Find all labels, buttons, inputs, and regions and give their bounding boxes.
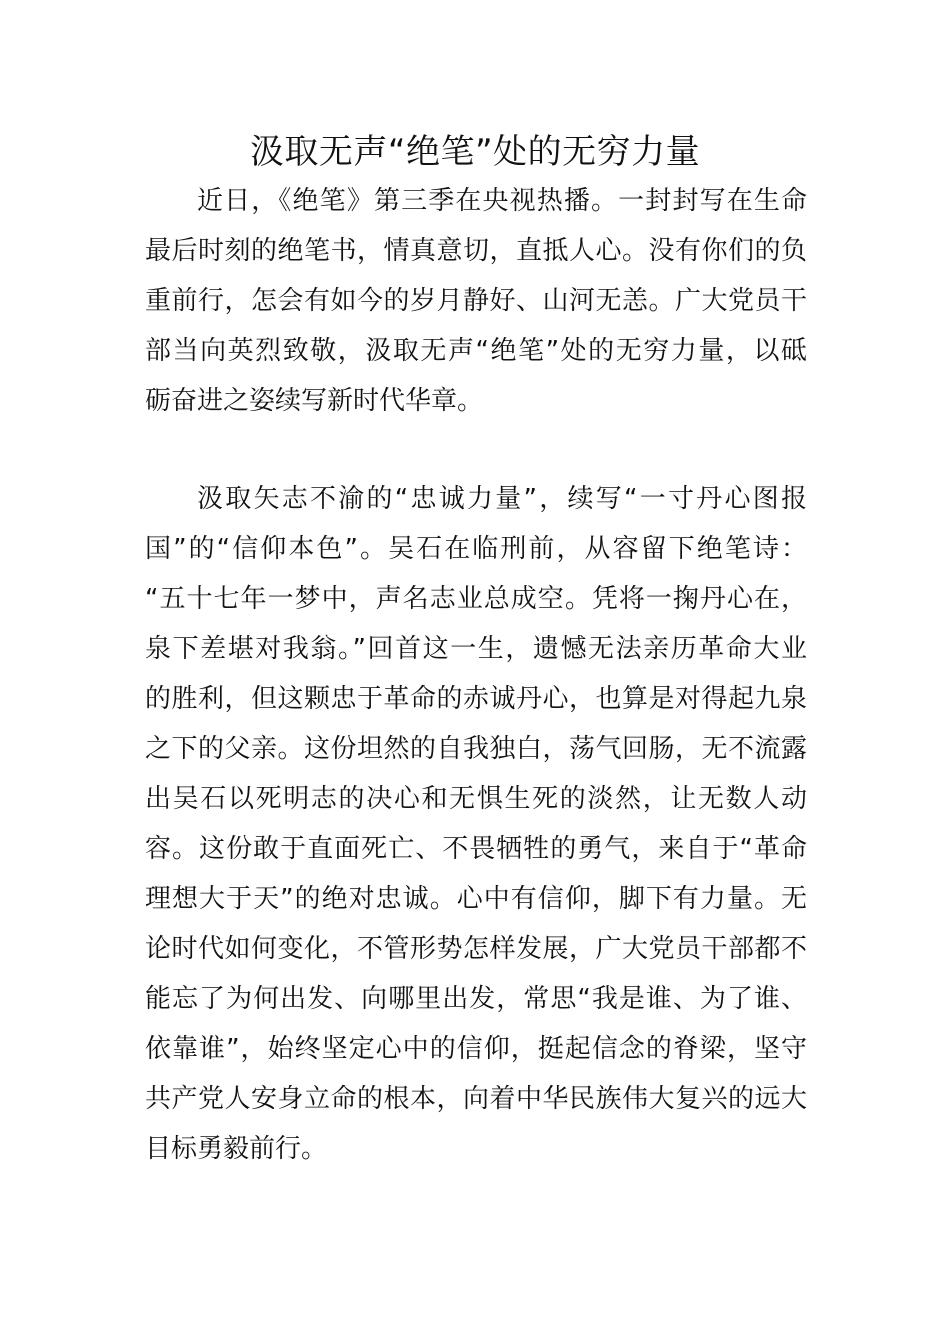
paragraph-line: 砺奋进之姿续写新时代华章。 bbox=[145, 386, 484, 416]
paragraph-line: 能忘了为何出发、向哪里出发，常思“我是谁、为了谁、 bbox=[145, 984, 807, 1014]
paragraph-line: “五十七年一梦中，声名志业总成空。凭将一掬丹心在， bbox=[145, 584, 807, 614]
paragraph-line: 国”的“信仰本色”。吴石在临刑前，从容留下绝笔诗： bbox=[145, 534, 807, 564]
paragraph-line: 出吴石以死明志的决心和无惧生死的淡然，让无数人动 bbox=[145, 784, 807, 814]
paragraph-line: 部当向英烈致敬，汲取无声“绝笔”处的无穷力量，以砥 bbox=[145, 336, 807, 366]
paragraph-body bbox=[145, 474, 807, 1174]
paragraph-line: 依靠谁”，始终坚定心中的信仰，挺起信念的脊梁，坚守 bbox=[145, 1034, 807, 1064]
paragraph-line: 之下的父亲。这份坦然的自我独白，荡气回肠，无不流露 bbox=[145, 734, 807, 764]
paragraph-line: 重前行，怎会有如今的岁月静好、山河无恙。广大党员干 bbox=[145, 286, 807, 316]
document-title: 汲取无声“绝笔”处的无穷力量 bbox=[249, 132, 701, 172]
paragraph-line: 论时代如何变化，不管形势怎样发展，广大党员干部都不 bbox=[145, 934, 807, 964]
paragraph-line: 容。这份敢于直面死亡、不畏牺牲的勇气，来自于“革命 bbox=[145, 834, 807, 864]
paragraph-line: 理想大于天”的绝对忠诚。心中有信仰，脚下有力量。无 bbox=[145, 884, 807, 914]
paragraph-line: 近日，《绝笔》第三季在央视热播。一封封写在生命 bbox=[197, 186, 807, 216]
paragraph-line: 最后时刻的绝笔书，情真意切，直抵人心。没有你们的负 bbox=[145, 236, 807, 266]
paragraph-line: 汲取矢志不渝的“忠诚力量”，续写“一寸丹心图报 bbox=[197, 484, 807, 514]
paragraph-line: 泉下差堪对我翁。”回首这一生，遗憾无法亲历革命大业 bbox=[145, 634, 807, 664]
paragraph-line: 的胜利，但这颗忠于革命的赤诚丹心，也算是对得起九泉 bbox=[145, 684, 807, 714]
paragraph-line: 目标勇毅前行。 bbox=[145, 1134, 328, 1164]
paragraph-line: 共产党人安身立命的根本，向着中华民族伟大复兴的远大 bbox=[145, 1084, 807, 1114]
paragraph-intro bbox=[145, 176, 807, 426]
